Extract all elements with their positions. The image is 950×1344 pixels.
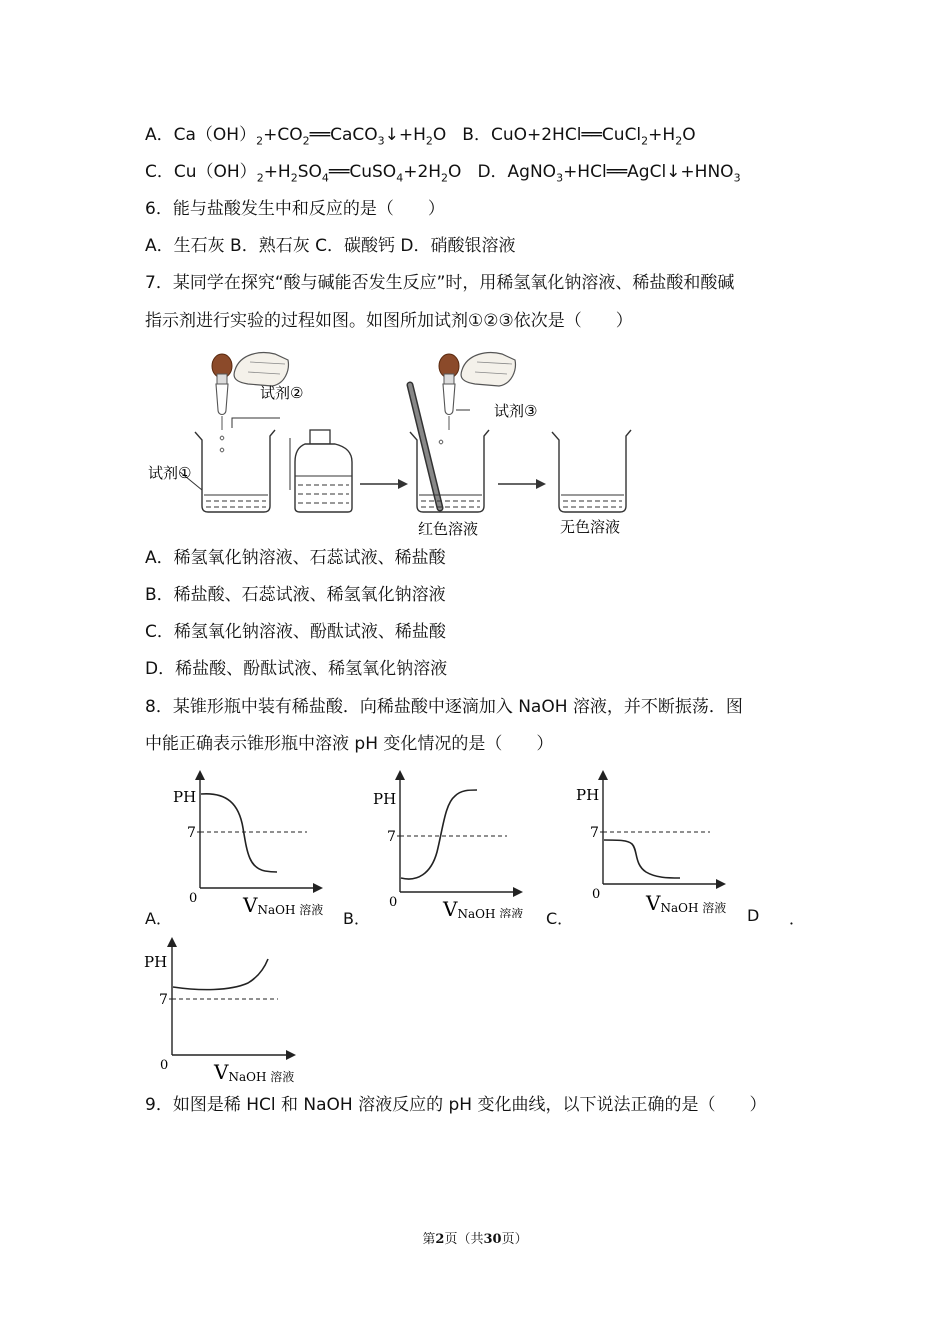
colorless-solution-label: 无色溶液 [560,518,621,536]
q8-label-d: D [747,906,760,925]
ph-curve-b [401,790,477,879]
x-axis-label: VNaOH 溶液 [646,891,727,915]
q5-options-ab [145,125,696,148]
y-axis-label: PH [173,788,197,806]
q5-option-b: B．$CuO+2HCl══CuCl_2+H_2O$ [462,125,696,148]
tick-7: 7 [387,829,396,845]
q5-options-cd [145,162,741,185]
origin-label: 0 [160,1058,169,1073]
hand-dropper-2-icon [439,353,515,444]
tick-7: 7 [590,825,599,841]
y-axis-label: PH [144,953,168,971]
q5-option-a: A．$Ca(OH)_2+CO_2══CaCO_3↓+H_2O$ [145,125,447,148]
glass-rod [410,385,440,508]
q8-label-b: B． [343,909,370,928]
q6-options: A．生石灰 B．熟石灰 C．碳酸钙 D．硝酸银溶液 [145,236,516,256]
origin-label: 0 [389,895,398,910]
x-axis-label: VNaOH 溶液 [243,893,324,917]
q8-stem-line1: 8．某锥形瓶中装有稀盐酸．向稀盐酸中逐滴加入 NaOH 溶液，并不断振荡．图 [145,697,743,717]
hand-dropper-1-icon [212,353,288,452]
q7-option-d: D．稀盐酸、酚酞试液、稀氢氧化钠溶液 [145,659,448,679]
q5-option-d: D．$AgNO_3+HCl══AgCl↓+HNO_3$ [477,162,741,185]
ph-graph-a [165,768,335,918]
red-solution-label: 红色溶液 [418,520,479,538]
ph-graph-b [365,768,535,918]
page-total: 30 [483,1232,502,1247]
ph-curve-a [201,794,277,872]
ph-graph-c [568,768,738,918]
reagent-bottle [295,430,352,512]
beaker-3 [552,430,631,512]
q8-label-c: C． [546,909,574,928]
tick-7: 7 [187,825,196,841]
page-number: 2 [435,1232,445,1247]
arrow-right-icon [360,479,408,489]
reagent-1-label: 试剂① [148,464,192,482]
y-axis-label: PH [576,786,600,804]
x-axis-label: VNaOH 溶液 [214,1060,295,1084]
q7-option-a: A．稀氢氧化钠溶液、石蕊试液、稀盐酸 [145,548,446,568]
x-axis-label: VNaOH 溶液 [443,897,524,918]
q5-option-c: C．$Cu(OH)_2+H_2SO_4══CuSO_4+2H_2O$ [145,162,462,185]
q8-label-d-dot: ． [789,909,806,928]
tick-7: 7 [159,992,168,1008]
q7-option-b: B．稀盐酸、石蕊试液、稀氢氧化钠溶液 [145,585,446,605]
beaker-1 [195,430,275,512]
page-footer: 第2页（共30页） [422,1232,528,1247]
y-axis-label: PH [373,790,397,808]
reagent-3-label: 试剂③ [494,402,538,420]
origin-label: 0 [189,891,198,906]
ph-curve-d [173,959,268,990]
q8-label-a: A． [145,909,172,928]
ph-curve-c [604,840,680,878]
q7-stem-line1: 7．某同学在探究“酸与碱能否发生反应”时，用稀氢氧化钠溶液、稀盐酸和酸碱 [145,273,735,293]
reagent-2-label: 试剂② [260,384,304,402]
q9-stem: 9．如图是稀 HCl 和 NaOH 溶液反应的 pH 变化曲线，以下说法正确的是（ ） [145,1095,767,1115]
ph-graph-d [140,935,310,1085]
arrow-right-icon [498,479,546,489]
q7-experiment-figure [140,340,660,545]
origin-label: 0 [592,887,601,902]
q6-stem: 6．能与盐酸发生中和反应的是（ ） [145,199,445,219]
q7-stem-line2: 指示剂进行实验的过程如图。如图所加试剂①②③依次是（ ） [145,311,633,331]
q7-option-c: C．稀氢氧化钠溶液、酚酞试液、稀盐酸 [145,622,446,642]
q8-stem-line2: 中能正确表示锥形瓶中溶液 pH 变化情况的是（ ） [145,734,554,754]
